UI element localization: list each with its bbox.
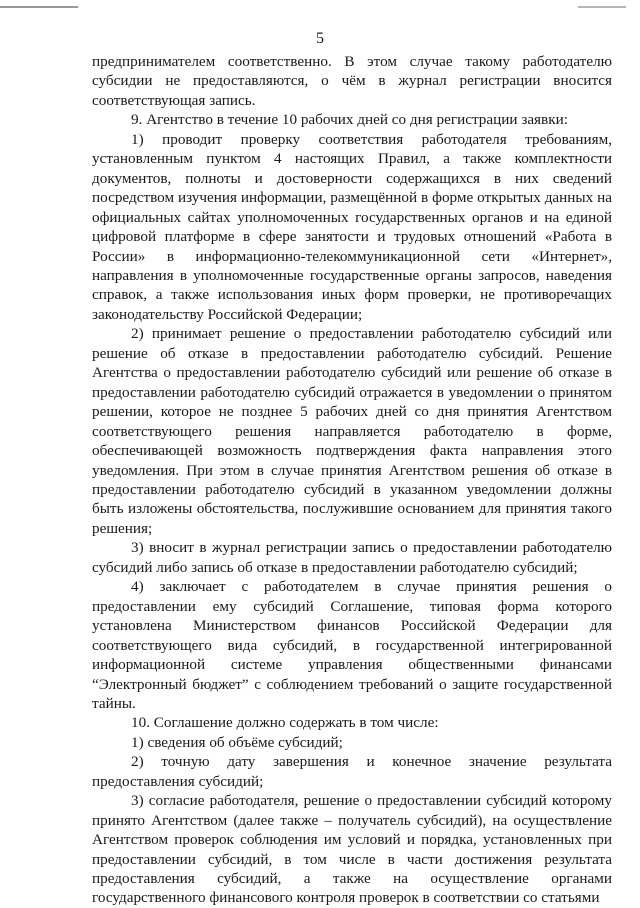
paragraph-item-9: 9. Агентство в течение 10 рабочих дней со дня регистрации заявки: — [131, 111, 568, 129]
paragraph-item-9-3: 3) вносит в журнал регистрации запись о предоставлении работодателю субсидий либо запись об отказе в предоставлении работодателю субсидий; — [92, 539, 612, 576]
paragraph-item-10-2: 2) точную дату завершения и конечное значение результата предоставления субсидий; — [92, 753, 612, 790]
scan-edge-mark-right — [578, 6, 626, 8]
document-body — [92, 52, 612, 908]
paragraph-continuation: предпринимателем соответственно. В этом случае такому работодателю субсидии не предоставляются, о чём в журнал регистрации вносится соответствующая запись. — [92, 53, 612, 109]
paragraph-item-9-1: 1) проводит проверку соответствия работодателя требованиям, установленным пунктом 4 настоящих Правил, а также комплектности документов, полноты и достоверности содержащихся в них сведений посредством изучения информации, размещённой в форме открытых данных на официальных сайтах уполномоченных государственных органов и на единой цифровой платформе в сфере занятости и трудовых отношений «Работа в России» в информационно-телекоммуникационной сети «Интернет», направления в уполномоченные государственные органы запросов, наведения справок, а также использования иных форм проверки, не противоречащих законодательству Российской Федерации; — [92, 130, 612, 323]
paragraph-item-9-4: 4) заключает с работодателем в случае принятия решения о предоставлении ему субсидий Соглашение, типовая форма которого установлена Министерством финансов Российской Федерации для соответствующего вида субсидий, в государственной интегрированной информационной системе управления общественными финансами “Электронный бюджет” с соблюдением требований о защите государственной тайны. — [92, 578, 612, 712]
paragraph-item-10-1: 1) сведения об объёме субсидий; — [131, 733, 343, 751]
paragraph-item-10: 10. Соглашение должно содержать в том числе: — [131, 714, 439, 732]
paragraph-item-9-2: 2) принимает решение о предоставлении работодателю субсидий или решение об отказе в предоставлении работодателю субсидий. Решение Агентства о предоставлении работодателю субсидий или решение об отказе в предоставлении работодателю субсидий отражается в уведомлении о принятом решении, которое не позднее 5 рабочих дней со дня принятия Агентством соответствующего решения направляется работодателю в форме, обеспечивающей возможность подтверждения факта направления этого уведомления. При этом в случае принятия Агентством решения об отказе в предоставлении работодателю субсидий в указанном уведомлении должны быть изложены обстоятельства, послужившие основанием для принятия такого решения; — [92, 325, 612, 537]
page-number: 5 — [316, 30, 324, 47]
scan-edge-mark-left — [0, 6, 78, 8]
paragraph-item-10-3: 3) согласие работодателя, решение о предоставлении субсидий которому принято Агентством (далее также – получатель субсидий), на осуществление Агентством проверок соблюдения им условий и порядка, установленных при предоставлении субсидий, в том числе в части достижения результата предоставления субсидий, а также на осуществление органами государственного финансового контроля проверок в соответствии со статьями — [92, 792, 612, 907]
